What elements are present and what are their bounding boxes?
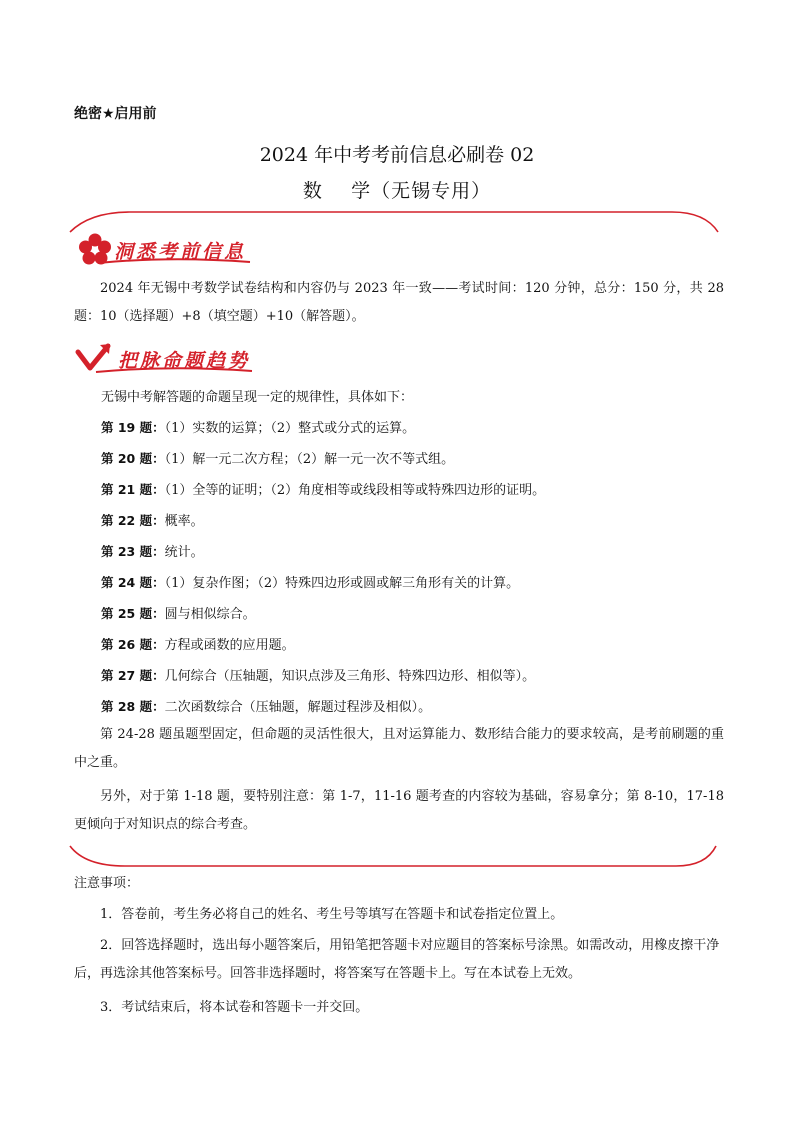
question-item	[101, 417, 415, 436]
notice-item-1: 1．答卷前，考生务必将自己的姓名、考生号等填写在答题卡和试卷指定位置上。	[100, 907, 564, 922]
question-text: 统计。	[164, 545, 204, 560]
top-arc-line	[70, 212, 718, 232]
question-label: 第 24 题：	[101, 575, 165, 590]
question-item	[101, 448, 454, 467]
exam-info-paragraph: 2024 年无锡中考数学试卷结构和内容仍与 2023 年一致——考试时间：120 分钟，总分：150 分，共 28 题：10（选择题）+8（填空题）+10（解答题）。	[74, 281, 724, 324]
trend-paragraph-1: 第 24-28 题虽题型固定，但命题的灵活性很大，且对运算能力、数形结合能力的要求较高，是考前刷题的重中之重。	[74, 727, 724, 770]
question-item	[101, 665, 535, 684]
question-item	[101, 572, 519, 591]
notice-heading: 注意事项：	[74, 876, 140, 891]
question-label: 第 27 题：	[101, 668, 165, 683]
question-text: 几何综合（压轴题，知识点涉及三角形、特殊四边形、相似等）。	[164, 669, 536, 684]
flower-icon	[79, 234, 111, 265]
question-label: 第 19 题：	[101, 420, 165, 435]
confidential-label: 绝密★启用前	[74, 106, 157, 122]
question-text: （1）解一元二次方程；（2）解一元一次不等式组。	[164, 452, 455, 467]
question-label: 第 20 题：	[101, 451, 165, 466]
question-text: （1）复杂作图；（2）特殊四边形或圆或解三角形有关的计算。	[164, 576, 520, 591]
question-text: 方程或函数的应用题。	[164, 638, 295, 653]
question-label: 第 26 题：	[101, 637, 165, 652]
question-label: 第 22 题：	[101, 513, 165, 528]
question-text: 概率。	[164, 514, 204, 529]
question-text: 圆与相似综合。	[164, 607, 256, 622]
question-item	[101, 603, 256, 622]
banner-trend: 把脉命题趋势	[118, 350, 251, 372]
trend-paragraph-2: 另外，对于第 1-18 题，要特别注意：第 1-7，11-16 题考查的内容较为基础，容易拿分；第 8-10，17-18 更倾向于对知识点的综合考查。	[74, 789, 724, 832]
trend-intro: 无锡中考解答题的命题呈现一定的规律性，具体如下：	[101, 390, 414, 405]
question-label: 第 21 题：	[101, 482, 165, 497]
question-text: （1）全等的证明；（2）角度相等或线段相等或特殊四边形的证明。	[164, 483, 546, 498]
page-subtitle: 数 学（无锡专用）	[302, 180, 492, 202]
notice-item-2: 2．回答选择题时，选出每小题答案后，用铅笔把答题卡对应题目的答案标号涂黑。如需改动，用橡皮擦干净后，再选涂其他答案标号。回答非选择题时，将答案写在答题卡上。写在本试卷上无效。	[74, 938, 720, 981]
banner-exam-info: 洞悉考前信息	[114, 241, 247, 263]
bottom-arc-line	[70, 846, 716, 866]
question-item	[101, 510, 204, 529]
question-text: （1）实数的运算；（2）整式或分式的运算。	[164, 421, 416, 436]
question-text: 二次函数综合（压轴题，解题过程涉及相似）。	[164, 700, 432, 715]
question-item	[101, 696, 431, 715]
page-title: 2024 年中考考前信息必刷卷 02	[259, 144, 535, 166]
arrow-icon	[78, 344, 110, 368]
question-item	[101, 541, 204, 560]
question-item	[101, 634, 295, 653]
question-label: 第 28 题：	[101, 699, 165, 714]
question-label: 第 25 题：	[101, 606, 165, 621]
question-label: 第 23 题：	[101, 544, 165, 559]
notice-item-3: 3．考试结束后，将本试卷和答题卡一并交回。	[100, 1000, 369, 1015]
question-item	[101, 479, 545, 498]
